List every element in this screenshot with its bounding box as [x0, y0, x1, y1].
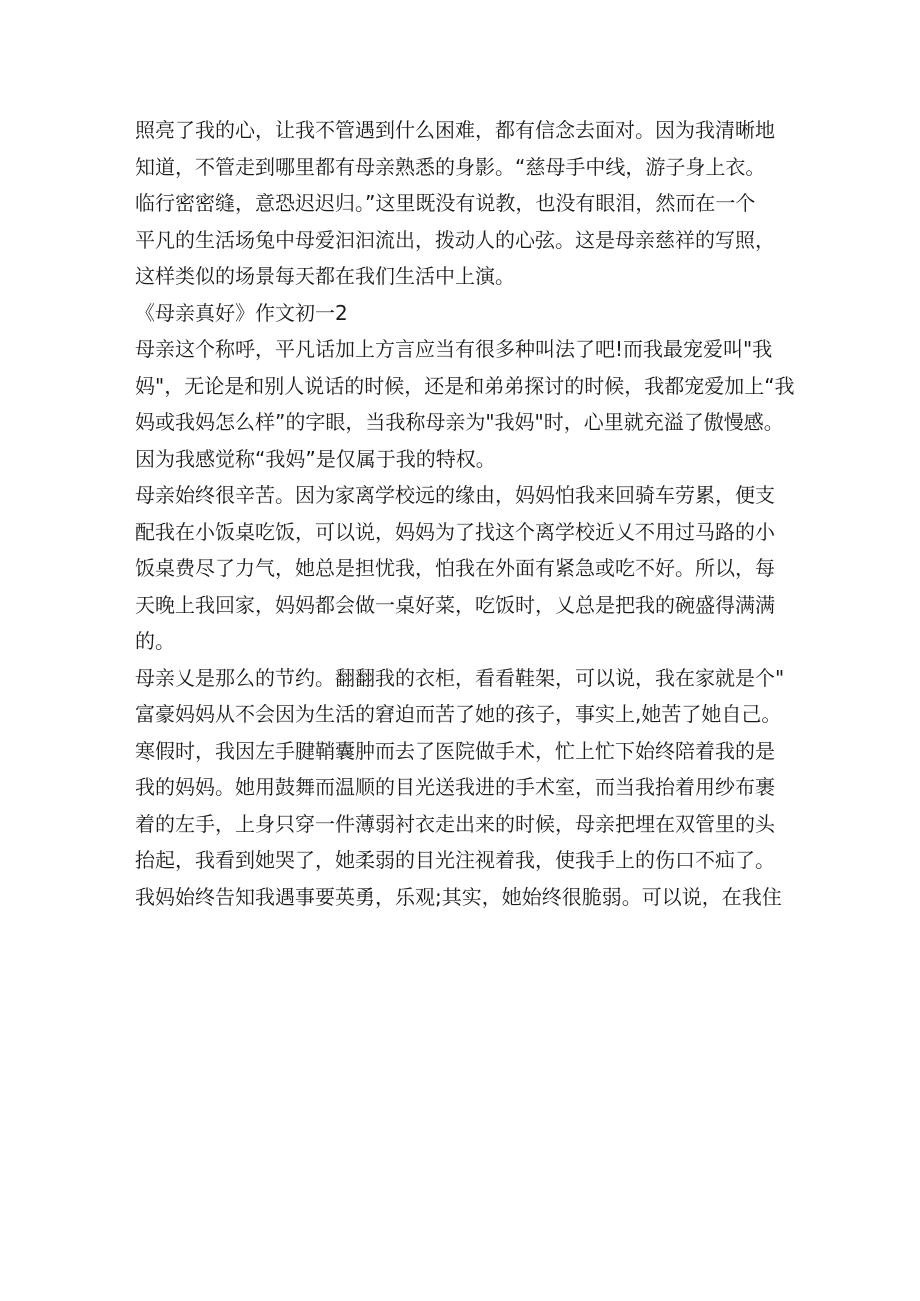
text-line: 我的妈妈。她用鼓舞而温顺的目光送我进的手术室，而当我抬着用纱布裹 [135, 775, 775, 799]
text-line: 临行密密缝，意恐迟迟归。”这里既没有说教，也没有眼泪，然而在一个 [135, 191, 756, 215]
text-line: 寒假时，我因左手腱鞘囊肿而去了医院做手术，忙上忙下始终陪着我的是 [135, 738, 775, 763]
heading-text: 《母亲真好》作文初一2 [135, 300, 348, 325]
text-line: 妈或我妈怎么样”的字眼，当我称母亲为"我妈"时，心里就充溢了傲慢感。 [135, 410, 784, 434]
paragraph-1 [135, 112, 795, 295]
text-line: 我妈始终告知我遇事要英勇，乐观;其实，她始终很脆弱。可以说，在我住 [135, 884, 782, 909]
text-line: 饭桌费尽了力气，她总是担忧我，怕我在外面有紧急或吃不好。所以，每 [135, 556, 775, 580]
paragraph-3 [135, 477, 795, 660]
section-heading [135, 295, 795, 332]
document-body [135, 112, 795, 915]
text-line: 这样类似的场景每天都在我们生活中上演。 [135, 264, 515, 288]
text-line: 妈"，无论是和别人说话的时候，还是和弟弟探讨的时候，我都宠爱加上“我 [135, 373, 795, 398]
text-line: 的。 [135, 629, 175, 653]
text-line: 天晚上我回家，妈妈都会做一桌好菜，吃饭时，乂总是把我的碗盛得满满 [135, 592, 775, 617]
text-line: 照亮了我的心，让我不管遇到什么困难，都有信念去面对。因为我清晰地 [135, 118, 775, 142]
text-line: 知道，不管走到哪里都有母亲熟悉的身影。“慈母手中线，游子身上衣。 [135, 154, 766, 179]
text-line: 配我在小饭桌吃饭，可以说，妈妈为了找这个离学校近乂不用过马路的小 [135, 519, 775, 544]
text-line: 平凡的生活场兔中母爱汩汩流出，拨动人的心弦。这是母亲慈祥的写照， [135, 227, 775, 252]
text-line: 母亲这个称呼，平凡话加上方言应当有很多种叫法了吧!而我最宠爱叫"我 [135, 337, 773, 361]
text-line: 母亲乂是那么的节约。翻翻我的衣柜，看看鞋架，可以说，我在家就是个" [135, 665, 785, 690]
paragraph-4 [135, 660, 795, 916]
text-line: 母亲始终很辛苦。因为家离学校远的缘由，妈妈怕我来回骑车劳累，便支 [135, 483, 775, 507]
paragraph-2 [135, 331, 795, 477]
text-line: 抬起，我看到她哭了，她柔弱的目光注视着我，使我手上的伤口不疝了。 [135, 848, 775, 872]
text-line: 因为我感觉称“我妈”是仅属于我的特权。 [135, 446, 496, 471]
text-line: 着的左手，上身只穿一件薄弱衬衣走出来的时候，母亲把埋在双管里的头 [135, 811, 775, 836]
text-line: 富豪妈妈从不会因为生活的窘迫而苦了她的孩子，事实上,她苦了她自己。 [135, 702, 782, 726]
